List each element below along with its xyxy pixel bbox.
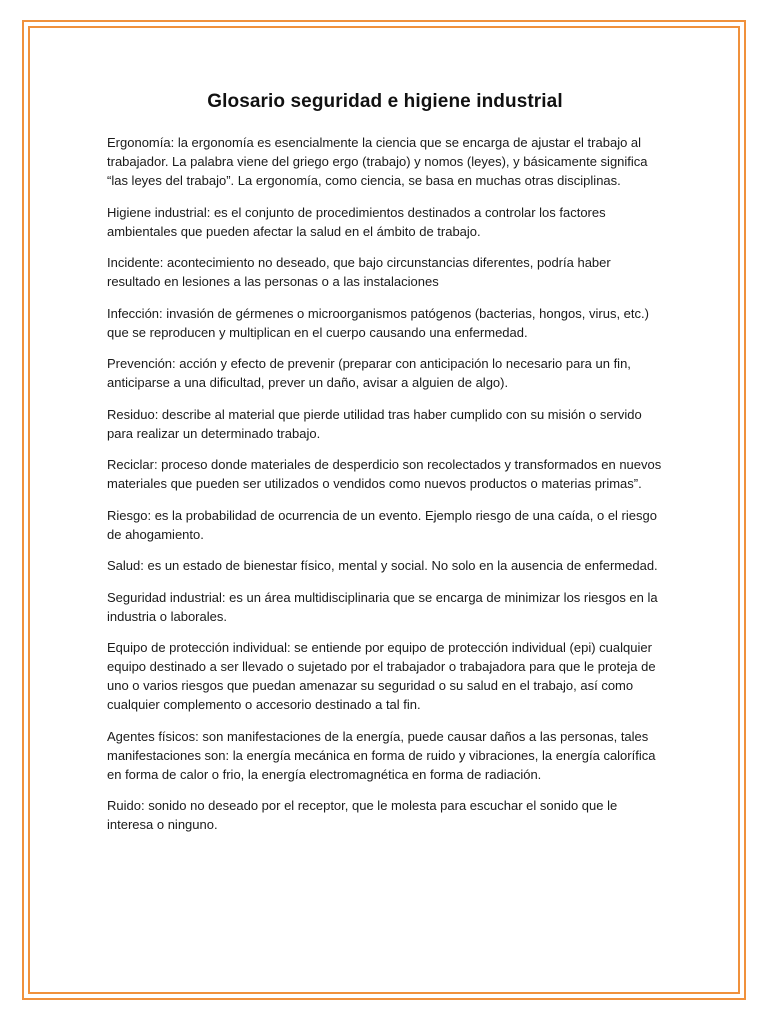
glossary-entry-infeccion: Infección: invasión de gérmenes o microorganismos patógenos (bacterias, hongos, virus, etc.) que se reproducen y multiplican en el cuerpo causando una enfermedad.	[107, 305, 649, 340]
glossary-entry-reciclar: Reciclar: proceso donde materiales de desperdicio son recolectados y transformados en nuevos materiales que pueden ser utilizados o vendidos como nuevos productos o materias primas”.	[107, 457, 662, 491]
glossary-entry-higiene-industrial: Higiene industrial: es el conjunto de procedimientos destinados a controlar los factores ambientales que pueden afectar la salud en el ámbito de trabajo.	[107, 204, 606, 239]
document-body	[107, 91, 663, 847]
glossary-entry-salud: Salud: es un estado de bienestar físico, mental y social. No solo en la ausencia de enfermedad.	[107, 558, 658, 573]
document-title: Glosario seguridad e higiene industrial	[207, 91, 563, 112]
glossary-entry-agentes-fisicos: Agentes físicos: son manifestaciones de la energía, puede causar daños a las personas, tales manifestaciones son: la energía mecánica en forma de ruido y vibraciones, la energía calorífica en forma de calor o frio, la energía electromagnética en forma de radiación.	[107, 728, 656, 782]
glossary-entry-residuo: Residuo: describe al material que pierde utilidad tras haber cumplido con su misión o servido para realizar un determinado trabajo.	[107, 406, 642, 441]
glossary-entry-ruido: Ruido: sonido no deseado por el receptor, que le molesta para escuchar el sonido que le interesa o ninguno.	[107, 798, 618, 832]
glossary-entry-equipo-proteccion: Equipo de protección individual: se entiende por equipo de protección individual (epi) cualquier equipo destinado a ser llevado o sujetado por el trabajador o trabajadora para que le proteja de uno o varios riesgos que puedan amenazar su seguridad o su salud en el trabajo, así como cualquier complemento o accesorio destinado a tal fin.	[107, 640, 656, 712]
glossary-entry-riesgo: Riesgo: es la probabilidad de ocurrencia de un evento. Ejemplo riesgo de una caída, o el riesgo de ahogamiento.	[107, 507, 657, 542]
glossary-entry-incidente: Incidente: acontecimiento no deseado, que bajo circunstancias diferentes, podría haber resultado en lesiones a las personas o a las instalaciones	[107, 255, 611, 289]
glossary-entry-seguridad-industrial: Seguridad industrial: es un área multidisciplinaria que se encarga de minimizar los riesgos en la industria o laborales.	[107, 589, 658, 624]
glossary-entry-ergonomia: Ergonomía: la ergonomía es esencialmente la ciencia que se encarga de ajustar el trabajo al trabajador. La palabra viene del griego ergo (trabajo) y nomos (leyes), y básicamente significa “las leyes del trabajo”. La ergonomía, como ciencia, se basa en muchas otras disciplinas.	[107, 135, 648, 188]
glossary-entry-prevencion: Prevención: acción y efecto de prevenir (preparar con anticipación lo necesario para un fin, anticiparse a una dificultad, prever un daño, avisar a alguien de algo).	[107, 356, 631, 390]
